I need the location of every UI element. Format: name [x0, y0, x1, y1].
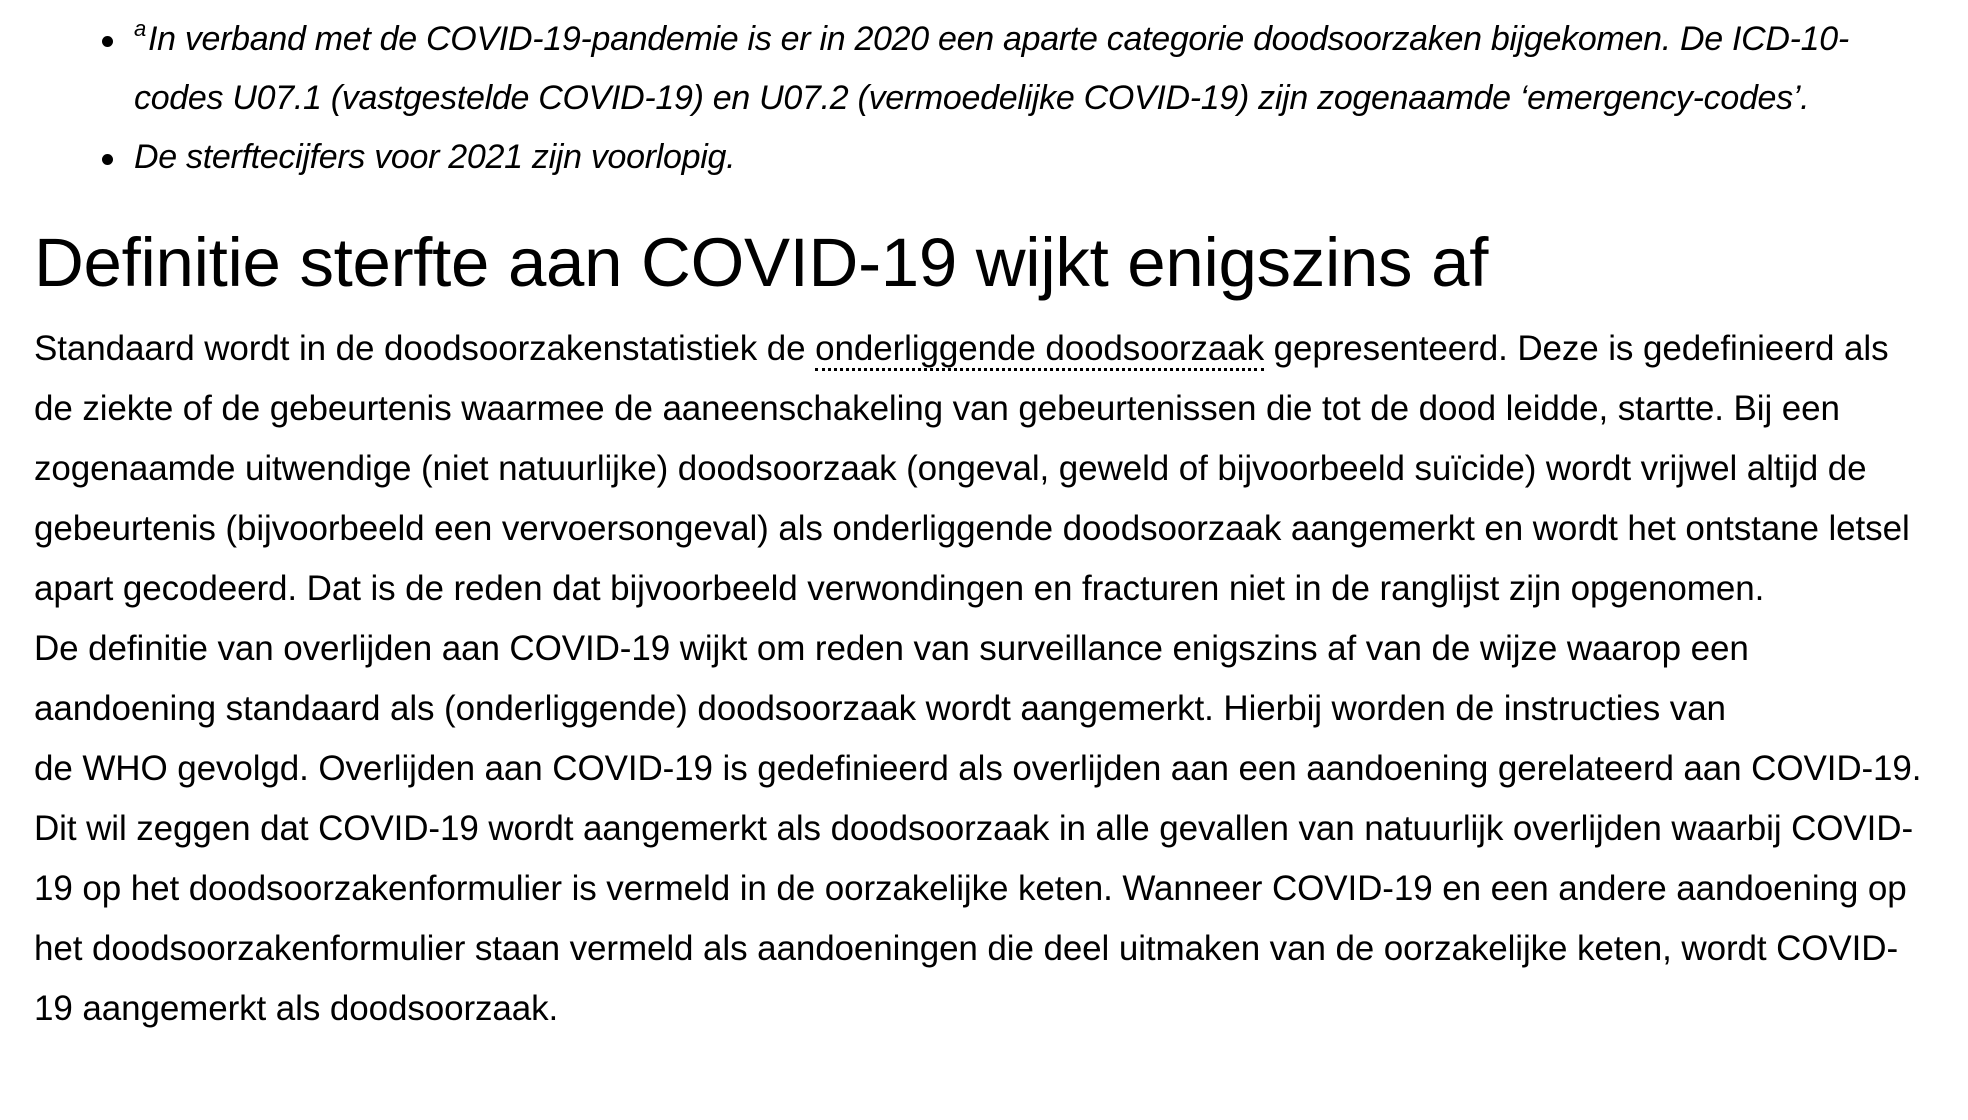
- bullet-icon: [102, 154, 113, 165]
- paragraph-text: gepresenteerd. Deze is gedefinieerd als de ziekte of de gebeurtenis waarmee de aaneenschakeling van gebeurtenissen die tot de dood leidde, startte. Bij een zogenaamde uitwendige (niet natuurlijke) doodsoorzaak (ongeval, geweld of bijvoorbeeld suïcide) wordt vrijwel altijd de gebeurtenis (bijvoorbeeld een vervoersongeval) als onderliggende doodsoorzaak aangemerkt en wordt het ontstane letsel apart gecodeerd. Dat is de reden dat bijvoorbeeld verwondingen en fracturen niet in de ranglijst zijn opgenomen.: [34, 329, 1910, 608]
- paragraph-text: Standaard wordt in de doodsoorzakenstatistiek de: [34, 329, 816, 368]
- section-heading: Definitie sterfte aan COVID-19 wijkt enigszins af: [34, 224, 1489, 301]
- footnote-marker: a: [134, 16, 146, 41]
- footnote-item: [134, 128, 1934, 187]
- footnotes-list: [34, 0, 1934, 187]
- footnote-text: In verband met de COVID-19-pandemie is er in 2020 een aparte categorie doodsoorzaken bijgekomen. De ICD-10-codes U07.1 (vastgestelde COVID-19) en U07.2 (vermoedelijke COVID-19) zijn zogenaamde ‘emergency-codes’.: [134, 20, 1849, 117]
- bullet-icon: [102, 36, 113, 47]
- paragraph-text: De definitie van overlijden aan COVID-19 wijkt om reden van surveillance enigszins af van de wijze waarop een aandoening standaard als (onderliggende) doodsoorzaak wordt aangemerkt. Hierbij worden de instructies van: [34, 629, 1749, 728]
- definition-term-link[interactable]: onderliggende doodsoorzaak: [815, 329, 1264, 371]
- paragraph-covid-definition: [34, 619, 1934, 1039]
- paragraph-underlying-cause: [34, 319, 1934, 619]
- footnote-text: De sterftecijfers voor 2021 zijn voorlopig.: [134, 138, 736, 176]
- footnote-item: [134, 10, 1934, 128]
- paragraph-text: de WHO gevolgd. Overlijden aan COVID-19 is gedefinieerd als overlijden aan een aandoening gerelateerd aan COVID-19. Dit wil zeggen dat COVID-19 wordt aangemerkt als doodsoorzaak in alle gevallen van natuurlijk overlijden waarbij COVID-19 op het doodsoorzakenformulier is vermeld in de oorzakelijke keten. Wanneer COVID-19 en een andere aandoening op het doodsoorzakenformulier staan vermeld als aandoeningen die deel uitmaken van de oorzakelijke keten, wordt COVID-19 aangemerkt als doodsoorzaak.: [34, 749, 1922, 1028]
- section-body: [34, 319, 1934, 1039]
